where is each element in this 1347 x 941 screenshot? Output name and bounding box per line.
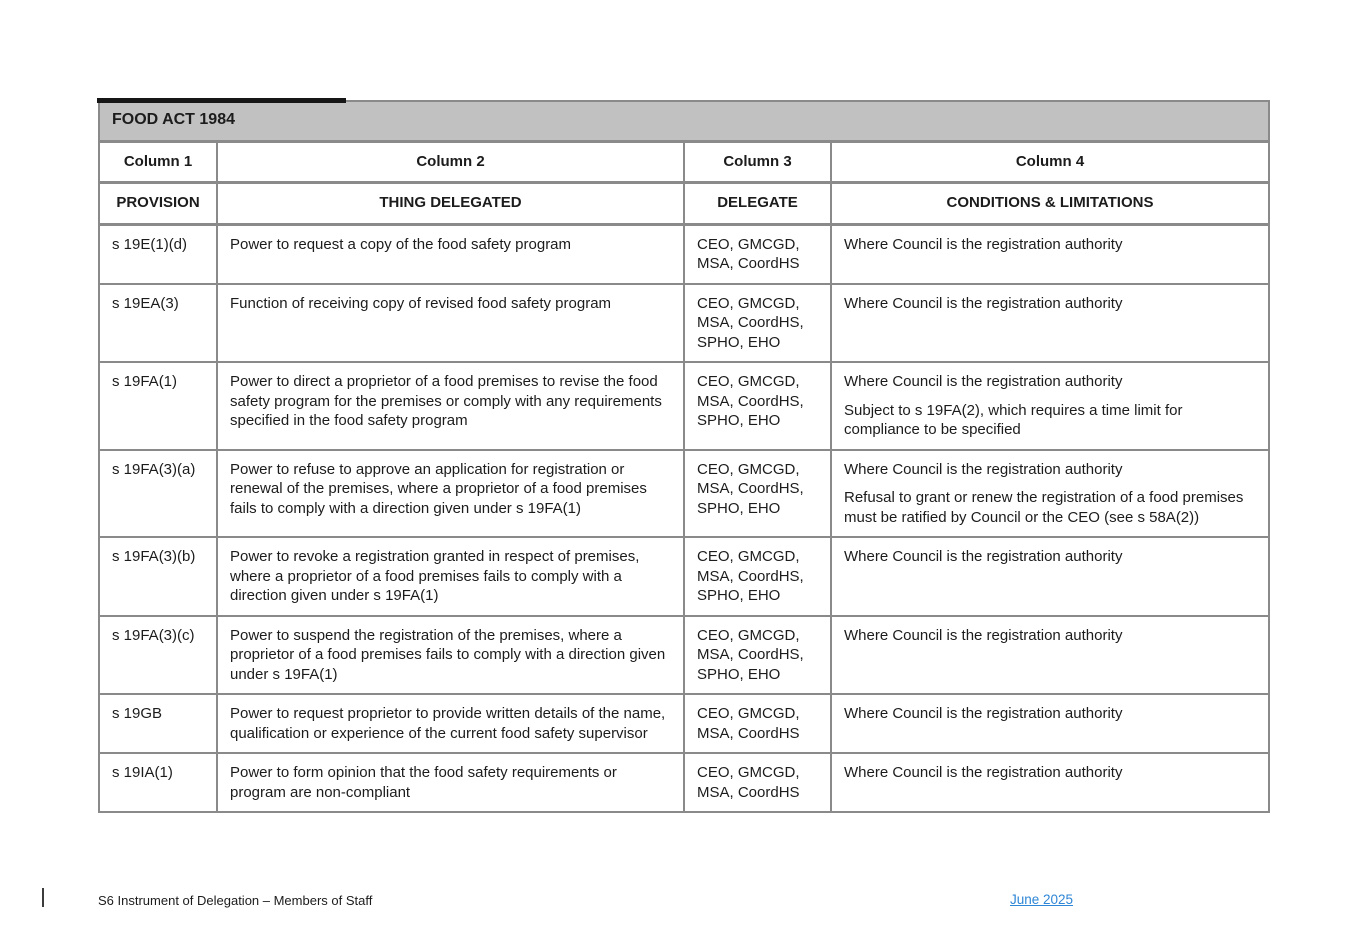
provision-cell: s 19FA(3)(c) xyxy=(99,616,217,695)
thing-delegated-cell: Power to suspend the registration of the premises, where a proprietor of a food premises fails to comply with a direction given under s 19FA(1) xyxy=(217,616,684,695)
condition-paragraph: Refusal to grant or renew the registration of a food premises must be ratified by Council or the CEO (see s 58A(2)) xyxy=(844,489,1244,526)
delegate-cell: CEO, GMCGD, MSA, CoordHS, SPHO, EHO xyxy=(684,616,831,695)
thing-delegated-cell: Power to refuse to approve an application for registration or renewal of the premises, where a proprietor of a food premises fails to comply with a direction given under s 19FA(1) xyxy=(217,450,684,538)
top-border-black-segment xyxy=(97,98,346,103)
conditions-cell xyxy=(831,694,1269,753)
thing-delegated-cell: Power to request a copy of the food safety program xyxy=(217,224,684,284)
table-row xyxy=(99,284,1269,363)
table-row xyxy=(99,616,1269,695)
delegate-cell: CEO, GMCGD, MSA, CoordHS xyxy=(684,753,831,812)
delegation-table xyxy=(98,100,1270,813)
delegate-cell: CEO, GMCGD, MSA, CoordHS, SPHO, EHO xyxy=(684,362,831,450)
conditions-cell xyxy=(831,362,1269,450)
column-header-row xyxy=(99,141,1269,182)
conditions-cell xyxy=(831,616,1269,695)
provision-cell: s 19FA(3)(a) xyxy=(99,450,217,538)
table-row xyxy=(99,224,1269,284)
thing-delegated-cell: Power to request proprietor to provide written details of the name, qualification or experience of the current food safety supervisor xyxy=(217,694,684,753)
margin-revision-bar xyxy=(42,888,44,907)
delegate-cell: CEO, GMCGD, MSA, CoordHS xyxy=(684,224,831,284)
column-header-4: Column 4 xyxy=(831,141,1269,182)
table-row xyxy=(99,537,1269,616)
thing-delegated-cell: Power to revoke a registration granted in respect of premises, where a proprietor of a food premises fails to comply with a direction given under s 19FA(1) xyxy=(217,537,684,616)
conditions-cell xyxy=(831,450,1269,538)
field-header-provision: PROVISION xyxy=(99,182,217,224)
provision-cell: s 19EA(3) xyxy=(99,284,217,363)
thing-delegated-cell: Power to direct a proprietor of a food premises to revise the food safety program for the premises or comply with any requirements specified in the food safety program xyxy=(217,362,684,450)
condition-paragraph: Where Council is the registration authority xyxy=(844,705,1123,722)
table-title: FOOD ACT 1984 xyxy=(99,101,1269,141)
condition-paragraph: Where Council is the registration authority xyxy=(844,626,1123,644)
conditions-cell xyxy=(831,537,1269,616)
table-title-row xyxy=(99,101,1269,141)
delegation-table-container xyxy=(98,100,1268,813)
condition-paragraph: Where Council is the registration authority xyxy=(844,235,1123,253)
condition-paragraph: Where Council is the registration authority xyxy=(844,294,1123,312)
thing-delegated-cell: Power to form opinion that the food safety requirements or program are non-compliant xyxy=(217,753,684,812)
table-row xyxy=(99,362,1269,450)
provision-cell: s 19FA(1) xyxy=(99,362,217,450)
delegate-cell: CEO, GMCGD, MSA, CoordHS, SPHO, EHO xyxy=(684,537,831,616)
delegate-cell: CEO, GMCGD, MSA, CoordHS xyxy=(684,694,831,753)
condition-paragraph: Where Council is the registration authority xyxy=(844,548,1123,565)
column-header-1: Column 1 xyxy=(99,141,217,182)
delegate-cell: CEO, GMCGD, MSA, CoordHS, SPHO, EHO xyxy=(684,450,831,538)
field-header-thing-delegated: THING DELEGATED xyxy=(217,182,684,224)
conditions-cell xyxy=(831,753,1269,812)
column-header-3: Column 3 xyxy=(684,141,831,182)
delegate-cell: CEO, GMCGD, MSA, CoordHS, SPHO, EHO xyxy=(684,284,831,363)
provision-cell: s 19E(1)(d) xyxy=(99,224,217,284)
table-body xyxy=(99,101,1269,812)
conditions-cell xyxy=(831,284,1269,363)
footer-date-link[interactable]: June 2025 xyxy=(1010,892,1074,907)
table-row xyxy=(99,753,1269,812)
condition-paragraph: Where Council is the registration authority xyxy=(844,764,1123,781)
provision-cell: s 19GB xyxy=(99,694,217,753)
thing-delegated-cell: Function of receiving copy of revised food safety program xyxy=(217,284,684,363)
condition-paragraph: Where Council is the registration authority xyxy=(844,373,1123,390)
column-header-2: Column 2 xyxy=(217,141,684,182)
field-header-conditions: CONDITIONS & LIMITATIONS xyxy=(831,182,1269,224)
footer-document-title: S6 Instrument of Delegation – Members of Staff xyxy=(98,893,373,908)
field-header-delegate: DELEGATE xyxy=(684,182,831,224)
condition-paragraph: Where Council is the registration authority xyxy=(844,460,1123,478)
provision-cell: s 19IA(1) xyxy=(99,753,217,812)
provision-cell: s 19FA(3)(b) xyxy=(99,537,217,616)
table-row xyxy=(99,694,1269,753)
condition-paragraph: Subject to s 19FA(2), which requires a time limit for compliance to be specified xyxy=(844,401,1183,438)
table-row xyxy=(99,450,1269,538)
field-header-row xyxy=(99,182,1269,224)
conditions-cell xyxy=(831,224,1269,284)
